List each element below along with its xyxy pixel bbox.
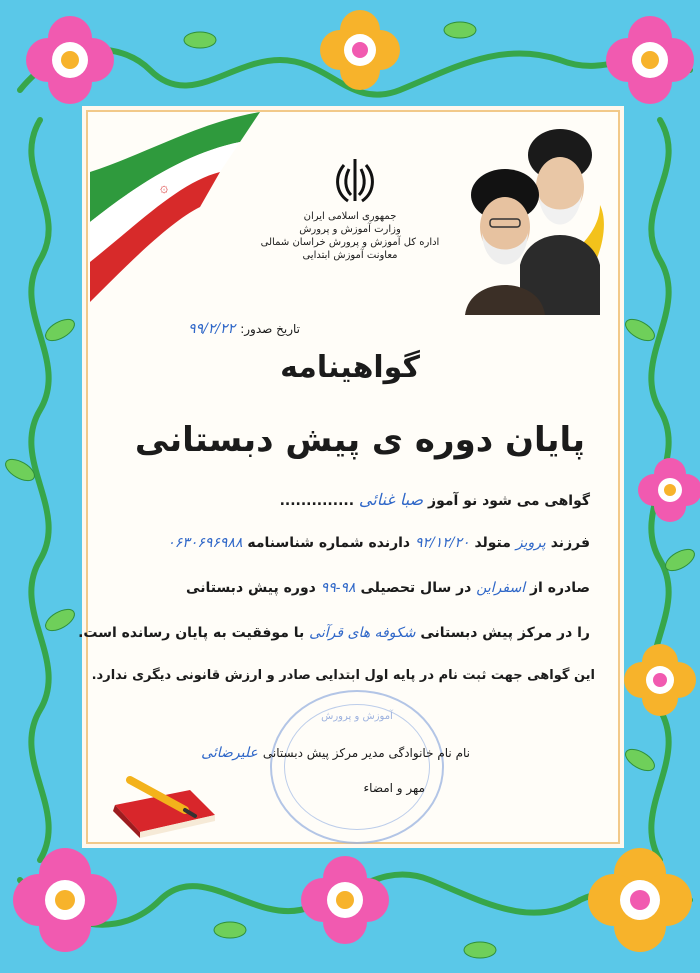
book-pencil-icon (105, 770, 225, 840)
birth-date: ۹۲/۱۲/۲۰ (415, 535, 470, 551)
certificate-title: گواهینامه (280, 350, 420, 385)
issue-date-value: ۹۹/۲/۲۲ (188, 321, 236, 337)
body-line-4: را در مرکز پیش دبستانی شکوفه های قرآنی با موفقیت به پایان رسانده است. (78, 625, 590, 641)
stamp-text: آموزش و پرورش (321, 711, 393, 722)
issued-place: اسفراین (476, 580, 526, 596)
father-name: پرویز (515, 535, 546, 551)
body-line-1: گواهی می شود نو آموز صبا غنائی .............. (279, 490, 590, 509)
official-stamp (270, 690, 444, 844)
center-name: شکوفه های قرآنی (309, 625, 416, 641)
body-line-2: فرزند پرویز متولد ۹۲/۱۲/۲۰ دارنده شماره شناسنامه ۰۶۳۰۶۹۶۹۸۸ (167, 535, 590, 551)
directorate-name: اداره کل آموزش و پرورش خراسان شمالی (260, 237, 440, 248)
body-line-5: این گواهی جهت ثبت نام در پایه اول ابتدایی صادر و ارزش قانونی دیگری ندارد. (91, 668, 595, 683)
flag-ribbon (90, 112, 280, 302)
student-name: صبا غنائی (358, 490, 424, 509)
svg-text:۞: ۞ (160, 180, 169, 196)
signature-row (180, 742, 470, 761)
id-number: ۰۶۳۰۶۹۶۹۸۸ (167, 535, 243, 551)
body-line-3: صادره از اسفراین در سال تحصیلی ۹۸-۹۹ دوره پیش دبستانی (186, 580, 590, 596)
department-name: معاونت آموزش ابتدایی (302, 250, 398, 261)
seal-label: مهر و امضاء (363, 781, 425, 795)
school-year: ۹۸-۹۹ (320, 580, 356, 596)
manager-label: نام نام خانوادگی مدیر مرکز پیش دبستانی (262, 746, 470, 760)
manager-name: علیرضائی (201, 745, 258, 761)
country-name: جمهوری اسلامی ایران (303, 211, 397, 222)
issue-date-row (130, 318, 300, 337)
emblem-icon (330, 155, 380, 207)
issue-date-label: تاریخ صدور: (240, 322, 300, 336)
certificate-subtitle: پایان دوره ی پیش دبستانی (134, 420, 586, 460)
leaders-portrait (460, 115, 610, 315)
ministry-name: وزارت آموزش و پرورش (299, 224, 401, 235)
